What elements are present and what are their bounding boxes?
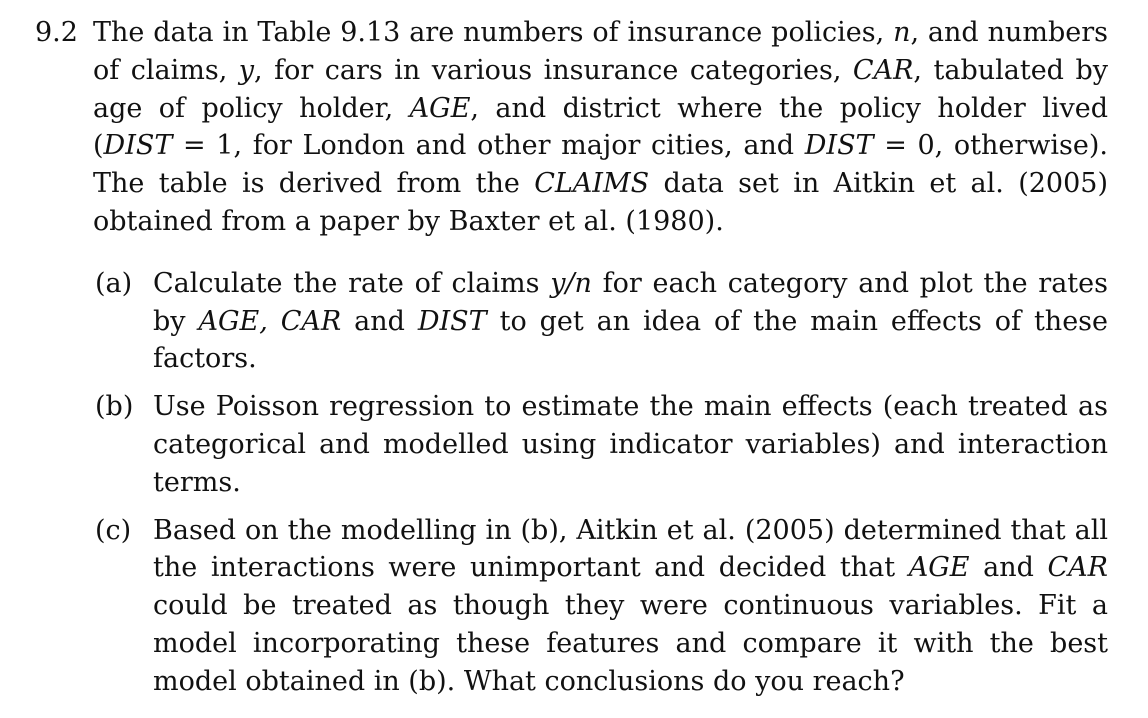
part-a [93,265,1108,378]
part-c-label: (c) [95,514,132,546]
variable-dist: DIST [417,305,487,337]
part-a-label: (a) [95,267,133,299]
part-b [93,388,1108,501]
part-c-text-3: could be treated as though they were continuous variables. Fit a model incorporating these features and compare it with the best model obtained in (b). What conclusions do you reach? [153,590,1108,697]
part-c-text [153,512,1108,701]
intro-text-8: data set in Aitkin et al. (2005) obtained from a paper by Baxter et al. (1980). [93,168,1108,237]
intro-text-2: , and numbers of claims, [93,17,1108,86]
variable-age: AGE [409,92,471,124]
variable-y: y [238,54,255,86]
intro-text-1: The data in Table 9.13 are numbers of insurance policies, [93,17,894,48]
intro-text-6: = 1, for London and other major cities, and [172,130,805,162]
variable-age: AGE [908,552,970,584]
variable-claims: CLAIMS [534,168,650,200]
part-a-text-2: for each category and plot the rates by [153,267,1108,337]
part-b-text: Use Poisson regression to estimate the main effects (each treated as categorical and modelled using indicator variables) and interaction terms. [153,391,1108,498]
variable-dist-1: DIST [103,130,173,162]
part-b-label: (b) [95,391,134,423]
variable-dist-2: DIST [804,130,874,162]
part-a-text-3: and [341,305,418,337]
intro-text-7: = 0, otherwise). The table is derived from the [93,130,1108,200]
exercise-number: 9.2 [35,17,78,48]
part-c [93,512,1108,701]
variable-car: CAR [1047,552,1109,584]
intro-text-3: , for cars in various insurance categories, [254,54,853,86]
exercise-9-2 [35,14,1108,711]
exercise-body [93,14,1108,711]
intro-text-4: , tabulated by age of policy holder, [93,54,1108,124]
variable-rate: y/n [550,267,592,299]
intro-text-5: , and district where the policy holder lived ( [93,92,1108,162]
part-a-text-4: to get an idea of the main effects of these factors. [153,305,1109,375]
variable-n: n [893,17,911,48]
variables-age-car: AGE, CAR [198,305,342,337]
part-a-text-1: Calculate the rate of claims [153,267,551,299]
part-c-text-2: and [969,552,1048,584]
part-c-text-1: Based on the modelling in (b), Aitkin et al. (2005) determined that all the interactions were unimportant and decided that [153,514,1108,584]
part-a-text [153,265,1108,378]
exercise-parts [93,265,1108,701]
exercise-intro [93,14,1108,241]
variable-car: CAR [852,54,914,86]
